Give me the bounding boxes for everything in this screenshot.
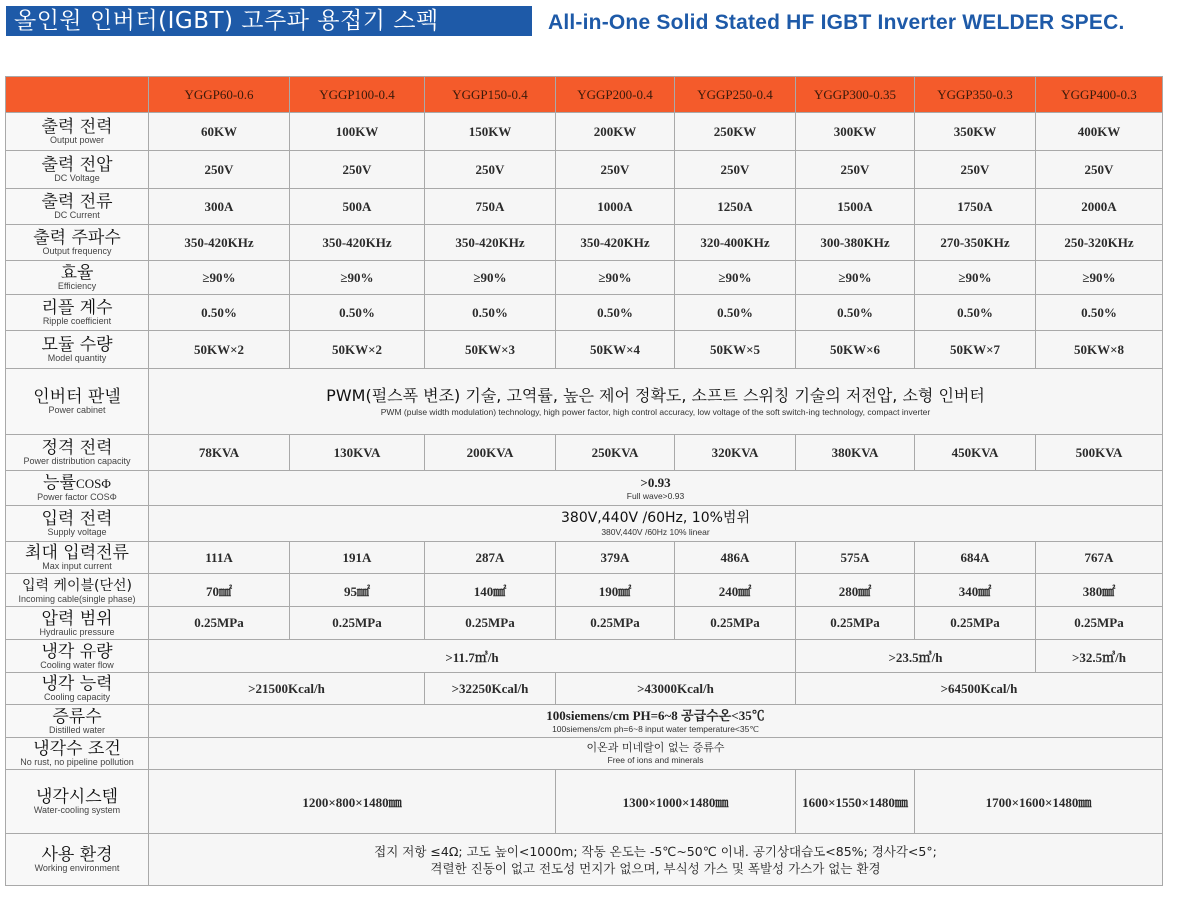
spec-value: 0.25MPa [149,607,290,640]
spec-value: 78KVA [149,435,290,471]
label-en: No rust, no pipeline pollution [20,757,134,767]
spec-value: 767A [1036,542,1163,574]
row-working-environment [6,834,1163,886]
spec-value: 350-420KHz [425,225,556,261]
row-label [6,151,149,189]
row-model-quantity [6,331,1163,369]
label-kr: 증류수 [52,706,102,727]
label-en: Hydraulic pressure [39,626,115,637]
spec-value: 250V [290,151,425,189]
spec-value: 0.50% [290,295,425,331]
spec-value: 350-420KHz [290,225,425,261]
spec-value: 0.25MPa [290,607,425,640]
row-label [6,834,149,886]
spec-value: 0.50% [675,295,796,331]
row-label [6,542,149,574]
spec-value: 50KW×6 [796,331,915,369]
model-name: YGGP200-0.4 [556,77,675,113]
row-label [6,295,149,331]
spec-value: ≥90% [915,261,1036,295]
spec-value: 250KW [675,113,796,151]
label-kr: 출력 전압 [41,155,113,175]
row-label [6,738,149,770]
spec-value: 95㎟ [290,574,425,607]
spec-value: >11.7㎥/h [149,640,796,673]
spec-value: ≥90% [675,261,796,295]
row-label [6,607,149,640]
spec-value: 280㎟ [796,574,915,607]
spec-value: 1000A [556,189,675,225]
spec-value: >64500Kcal/h [796,673,1163,705]
label-en: Supply voltage [47,527,107,537]
spec-value: 0.50% [425,295,556,331]
row-incoming-cable [6,574,1163,607]
row-label [6,331,149,369]
spec-value: 200KW [556,113,675,151]
spec-value: 60KW [149,113,290,151]
spec-value: ≥90% [149,261,290,295]
label-kr: 냉각 능력 [41,674,113,694]
label-en: DC Current [54,210,100,220]
power-cabinet-sub: PWM (pulse width modulation) technology, high power factor, high control accuracy, low voltage of the soft switch-ing technology, compact inverter [380,407,931,417]
power-cabinet-main: PWM(펄스폭 변조) 기술, 고역률, 높은 제어 정확도, 소프트 스위칭 기술의 저전압, 소형 인버터 [326,386,985,405]
label-kr: 냉각 유량 [41,641,113,662]
row-supply-voltage [6,506,1163,542]
row-label [6,113,149,151]
label-kr: 사용 환경 [41,845,113,865]
spec-value: 320-400KHz [675,225,796,261]
spec-value: 0.50% [915,295,1036,331]
spec-value: 111A [149,542,290,574]
distilled-water-value [149,705,1163,738]
spec-value: ≥90% [556,261,675,295]
spec-value: 1500A [796,189,915,225]
row-output-power [6,113,1163,151]
row-label [6,705,149,738]
label-en: Distilled water [48,724,106,735]
row-label [6,673,149,705]
spec-value: 50KW×2 [149,331,290,369]
row-label [6,640,149,673]
spec-value: 0.25MPa [425,607,556,640]
model-name: YGGP350-0.3 [915,77,1036,113]
label-kr: 입력 케이블(단선) [21,577,133,594]
spec-value: 300A [149,189,290,225]
coolant-condition-main: 이온과 미네랄이 없는 증류수 [586,741,725,754]
spec-value: 250V [556,151,675,189]
spec-value: 350KW [915,113,1036,151]
spec-value: 0.50% [149,295,290,331]
spec-value: >32.5㎥/h [1036,640,1163,673]
label-en: Cooling capacity [43,692,111,702]
distilled-water-main: 100siemens/cm PH=6~8 공급수온<35℃ [546,707,765,723]
spec-value: 750A [425,189,556,225]
spec-value: >23.5㎥/h [796,640,1036,673]
supply-voltage-sub: 380V,440V /60Hz 10% linear [601,526,710,537]
environment-value [149,834,1163,886]
row-ripple-coefficient [6,295,1163,331]
row-label [6,574,149,607]
model-name: YGGP150-0.4 [425,77,556,113]
row-hydraulic-pressure [6,607,1163,640]
spec-value: 150KW [425,113,556,151]
label-en: DC Voltage [54,173,100,183]
label-kr: 최대 입력전류 [25,543,129,563]
spec-value: 300-380KHz [796,225,915,261]
row-max-input-current [6,542,1163,574]
label-en: Power cabinet [48,405,106,415]
row-dc-voltage [6,151,1163,189]
model-header-row [6,77,1163,113]
spec-value: 50KW×2 [290,331,425,369]
environment-line1: 접지 저항 ≤4Ω; 고도 높이<1000m; 작동 온도는 -5℃~50℃ 이내. 공기상대습도<85%; 경사각<5°; [374,843,937,859]
spec-value: 70㎟ [149,574,290,607]
label-en: Max input current [42,561,112,571]
spec-value: 1250A [675,189,796,225]
spec-value: 250V [796,151,915,189]
row-label [6,225,149,261]
row-cooling-water-flow [6,640,1163,673]
spec-value: >43000Kcal/h [556,673,796,705]
spec-value: 0.25MPa [556,607,675,640]
spec-value: 190㎟ [556,574,675,607]
row-cooling-capacity [6,673,1163,705]
spec-value: 0.50% [1036,295,1163,331]
power-factor-sub: Full wave>0.93 [626,490,685,501]
label-kr: 인버터 판넬 [33,387,121,407]
row-label [6,770,149,834]
model-name: YGGP300-0.35 [796,77,915,113]
power-cabinet-description [149,369,1163,435]
spec-value: 486A [675,542,796,574]
spec-value: 250V [915,151,1036,189]
spec-value: 140㎟ [425,574,556,607]
environment-line2: 격렬한 진동이 없고 전도성 먼지가 없으며, 부식성 가스 및 폭발성 가스가 없는 환경 [430,860,881,876]
distilled-water-sub: 100siemens/cm ph=6~8 input water temperature<35℃ [552,723,759,734]
row-power-cabinet [6,369,1163,435]
row-label [6,506,149,542]
spec-value: 0.25MPa [796,607,915,640]
spec-value: 1750A [915,189,1036,225]
row-label [6,261,149,295]
title-korean: 올인원 인버터(IGBT) 고주파 용접기 스펙 [6,6,532,36]
spec-value: 50KW×5 [675,331,796,369]
spec-value: ≥90% [1036,261,1163,295]
label-en: Power factor COSΦ [37,492,117,502]
row-coolant-condition [6,738,1163,770]
spec-value: 250-320KHz [1036,225,1163,261]
spec-value: 1200×800×1480㎜ [149,770,556,834]
row-dc-current [6,189,1163,225]
row-distilled-water [6,705,1163,738]
spec-value: 0.50% [556,295,675,331]
power-factor-main: >0.93 [640,474,671,490]
row-output-frequency [6,225,1163,261]
spec-value: 250V [675,151,796,189]
label-kr: 출력 주파수 [33,228,121,248]
label-en: Power distribution capacity [23,456,131,466]
row-power-factor [6,471,1163,506]
spec-value: 684A [915,542,1036,574]
spec-value: 350-420KHz [149,225,290,261]
spec-value: 500A [290,189,425,225]
spec-value: ≥90% [290,261,425,295]
label-kr: 리플 계수 [41,298,113,318]
coolant-condition-sub: Free of ions and minerals [607,755,704,765]
spec-value: 575A [796,542,915,574]
spec-value: >32250Kcal/h [425,673,556,705]
page-header [0,0,1177,50]
row-rated-power [6,435,1163,471]
spec-value: 0.25MPa [1036,607,1163,640]
coolant-condition-value [149,738,1163,770]
model-name: YGGP400-0.3 [1036,77,1163,113]
label-kr: 출력 전력 [41,117,113,137]
spec-value: 240㎟ [675,574,796,607]
spec-value: 191A [290,542,425,574]
label-kr [6,474,148,493]
label-kr: 출력 전류 [41,192,113,212]
spec-value: 200KVA [425,435,556,471]
label-en: Efficiency [57,281,97,291]
label-kr: 입력 전력 [41,509,113,529]
label-kr: 압력 범위 [41,608,113,629]
label-kr: 효율 [60,263,94,283]
spec-value: 0.50% [796,295,915,331]
spec-value: 340㎟ [915,574,1036,607]
spec-value: 287A [425,542,556,574]
spec-value: 500KVA [1036,435,1163,471]
spec-value: 380㎟ [1036,574,1163,607]
row-label [6,369,149,435]
spec-value: >21500Kcal/h [149,673,425,705]
spec-value: 300KW [796,113,915,151]
row-cooling-system [6,770,1163,834]
title-english: All-in-One Solid Stated HF IGBT Inverter WELDER SPEC. [548,11,1125,34]
model-name: YGGP250-0.4 [675,77,796,113]
label-en: Water-cooling system [33,805,121,815]
spec-value: ≥90% [425,261,556,295]
spec-value: 130KVA [290,435,425,471]
spec-value: 2000A [1036,189,1163,225]
spec-value: 320KVA [675,435,796,471]
model-name: YGGP60-0.6 [149,77,290,113]
label-kr-cos: COSΦ [76,476,111,491]
spec-value: 380KVA [796,435,915,471]
label-kr: 냉각수 조건 [33,739,121,759]
spec-value: 50KW×4 [556,331,675,369]
spec-value: 350-420KHz [556,225,675,261]
spec-value: 450KVA [915,435,1036,471]
label-en: Cooling water flow [40,659,114,670]
spec-value: 1700×1600×1480㎜ [915,770,1163,834]
spec-value: 379A [556,542,675,574]
spec-table [5,76,1163,886]
supply-voltage-value [149,506,1163,542]
label-kr: 냉각시스템 [35,787,119,807]
spec-value: 50KW×3 [425,331,556,369]
spec-value: ≥90% [796,261,915,295]
spec-value: 250V [1036,151,1163,189]
spec-value: 1600×1550×1480㎜ [796,770,915,834]
spec-value: 1300×1000×1480㎜ [556,770,796,834]
row-label [6,471,149,506]
label-en: Model quantity [47,353,107,363]
spec-value: 270-350KHz [915,225,1036,261]
spec-value: 100KW [290,113,425,151]
spec-value: 50KW×8 [1036,331,1163,369]
row-efficiency [6,261,1163,295]
label-kr: 정격 전력 [41,438,113,458]
label-en: Output frequency [42,246,112,256]
label-kr-text: 능률 [43,473,77,493]
supply-voltage-main: 380V,440V /60Hz, 10%범위 [561,509,750,526]
label-kr: 모듈 수량 [41,335,113,355]
label-en: Ripple coefficient [42,316,112,326]
row-label [6,435,149,471]
model-name: YGGP100-0.4 [290,77,425,113]
spec-value: 250KVA [556,435,675,471]
model-corner-cell [6,77,149,113]
row-label [6,189,149,225]
spec-value: 400KW [1036,113,1163,151]
power-factor-value [149,471,1163,506]
label-en: Incoming cable(single phase) [18,593,136,604]
label-en: Output power [49,135,105,145]
spec-value: 0.25MPa [675,607,796,640]
spec-value: 50KW×7 [915,331,1036,369]
spec-value: 250V [149,151,290,189]
label-en: Working environment [34,863,120,873]
spec-value: 250V [425,151,556,189]
spec-value: 0.25MPa [915,607,1036,640]
